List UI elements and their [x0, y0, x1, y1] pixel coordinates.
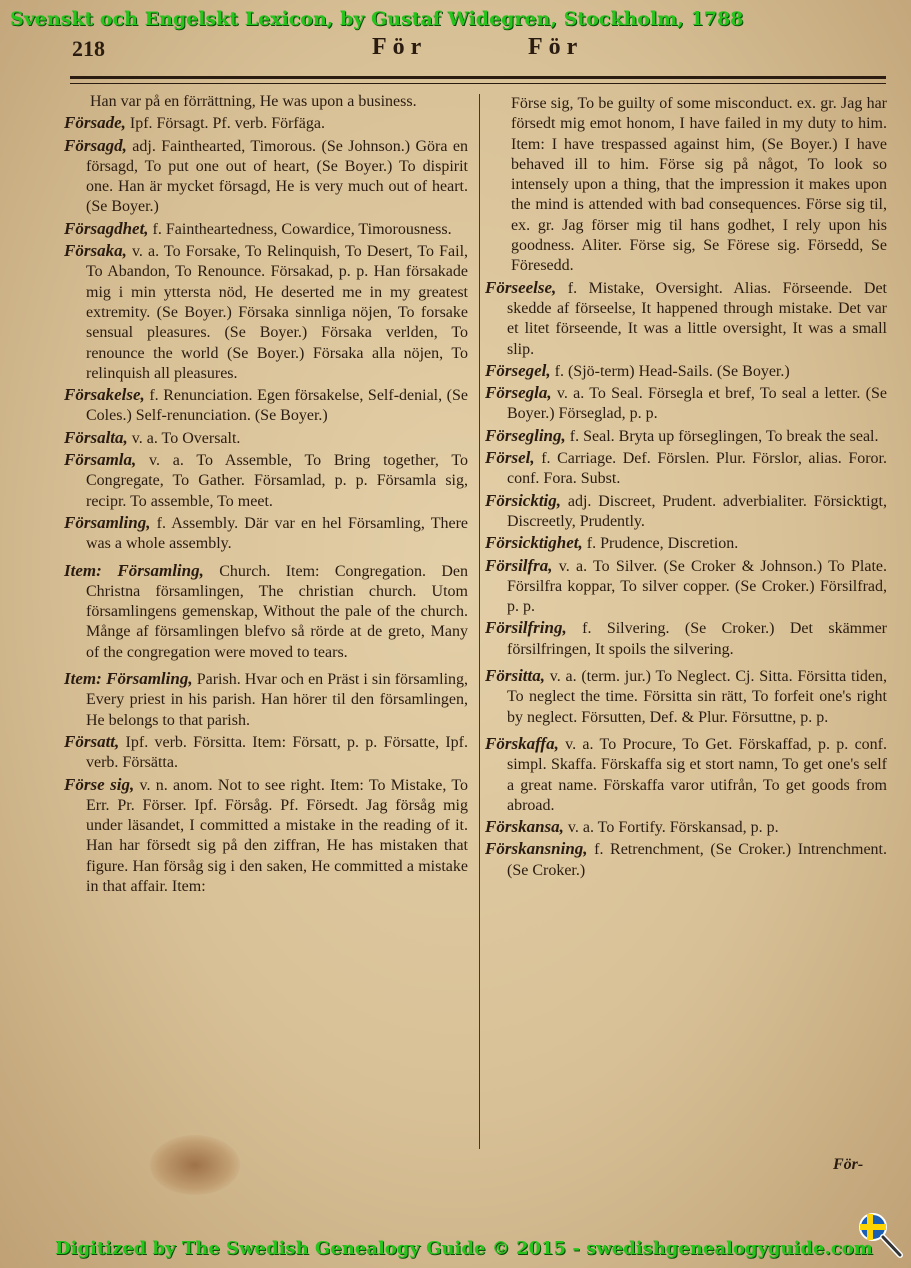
entry-headword: Förse sig, [64, 774, 135, 794]
dictionary-entry [64, 513, 468, 555]
dictionary-entry [64, 450, 468, 512]
header-rule [70, 76, 886, 79]
dictionary-entry [485, 734, 887, 816]
entry-definition: v. n. anom. Not to see right. Item: To Mistake, To Err. Pr. Förser. Ipf. Försåg. Pf. Försedt. Jag försåg mig under läsandet, I committed a mistake in the reading of it. Han har försedt sig på den ziffran, He has mistaken that figure. Han försåg sig i den saken, He committed a mistake in that affair. Item: [86, 776, 468, 895]
entry-definition: Church. Item: Congregation. Den Christna församlingen, The christian church. Utom församlingens gemenskap, Without the pale of the church. Månge af församlingen blefvo så rörde at de greto, Many of the congregation were moved to tears. [86, 562, 469, 661]
entry-headword: Förskansning, [485, 839, 588, 859]
entry-headword: Försalta, [64, 427, 128, 447]
entry-definition: Ipf. verb. Försitta. Item: Försatt, p. p. Försatte, Ipf. verb. Försätta. [86, 733, 469, 772]
dictionary-entry [64, 561, 468, 663]
entry-definition: f. Mistake, Oversight. Alias. Förseende. Det skedde af förseelse, It happened through mistake. Det var et litet förseende, It was a little oversight, It was a small slip. [507, 279, 887, 358]
entry-definition: v. a. To Oversalt. [131, 429, 241, 447]
dictionary-entry [64, 92, 468, 112]
entry-definition: f. Silvering. (Se Croker.) Det skämmer försilfringen, It spoils the silvering. [507, 620, 887, 658]
entry-definition: f. Carriage. Def. Förslen. Plur. Förslor, alias. Foror. conf. Fora. Subst. [507, 450, 888, 488]
entry-definition: v. a. (term. jur.) To Neglect. Cj. Sitta. Försitta tiden, To neglect the time. Försitta sin rätt, To forfeit one's right by neglect. Försutten, Def. & Plur. Försuttne, p. p. [507, 668, 887, 726]
right-column [485, 94, 887, 882]
entry-definition: adj. Discreet, Prudent. adverbialiter. Försicktigt, Discreetly, Prudently. [507, 492, 888, 530]
dictionary-entry [64, 428, 468, 449]
entry-headword: Församla, [64, 450, 137, 470]
entry-headword: Försagd, [64, 135, 127, 155]
header-rule-thin [70, 83, 886, 84]
dictionary-entry [485, 839, 887, 881]
dictionary-entry [485, 448, 887, 490]
entry-headword: Försagdhet, [64, 218, 149, 238]
dictionary-entry [485, 383, 887, 425]
entry-definition: v. a. To Forsake, To Relinquish, To Desert, To Fail, To Abandon, To Renounce. Försakad, p. p. Han försakade mig i min yttersta nöd, He deserted me in my greatest extremity. (Se Boyer.) Försaka sinnliga nöjen, To forsake sensual pleasures. (Se Boyer.) Försaka verlden, To renounce the world (Se Boyer.) Försaka alla nöjen, To relinquish all pleasures. [86, 243, 469, 382]
dictionary-entry [64, 732, 468, 774]
entry-definition: v. a. To Silver. (Se Croker & Johnson.) To Plate. Försilfra koppar, To silver copper. (Se Croker.) Försilfrad, p. p. [507, 557, 887, 616]
entry-headword: Förseelse, [485, 277, 557, 297]
entry-definition: f. Retrenchment, (Se Croker.) Intrenchment. (Se Croker.) [507, 841, 887, 879]
dictionary-entry [64, 241, 468, 384]
dictionary-entry [485, 556, 887, 618]
paper-stain [150, 1135, 240, 1195]
entry-headword: Försilfra, [485, 555, 553, 575]
dictionary-entry [485, 426, 887, 447]
dictionary-entry [485, 94, 887, 277]
dictionary-entry [64, 385, 468, 427]
entry-headword: Förskansa, [485, 817, 564, 837]
entry-headword: Försatt, [64, 731, 120, 751]
entry-definition: Parish. Hvar och en Präst i sin församling, Every priest in his parish. Han hörer til den församlingen, He belongs to that parish. [86, 671, 469, 729]
bottom-banner: Digitized by The Swedish Genealogy Guide © 2015 - swedishgenealogyguide.com [55, 1238, 873, 1259]
entry-definition: v. a. To Assemble, To Bring together, To Congregate, To Gather. Församlad, p. p. Församla sig, recipr. To assemble, To meet. [86, 452, 469, 510]
entry-headword: Item: Församling, [64, 669, 193, 689]
entry-definition: Förse sig, To be guilty of some misconduct. ex. gr. Jag har försedt mig emot honom, I have failed in my duty to him. Item: I have trespassed against him, (Se Boyer.) I have behaved ill to him. Förse sig på något, To look so intensely upon a thing, that the impression it makes upon the mind is attended with bad consequences. Förse sig til, ex. gr. Jag förser mig til hans godhet, I rely upon his goodness. Aliter. Förse sig, Se Förese sig. Försedd, Se Föresedd. [511, 95, 887, 275]
entry-headword: Försilfring, [485, 618, 567, 638]
entry-headword: Försicktighet, [485, 533, 583, 553]
entry-definition: f. Prudence, Discretion. [586, 535, 739, 553]
entry-definition: f. Faintheartedness, Cowardice, Timorousness. [152, 220, 452, 238]
page-number: 218 [72, 36, 105, 61]
entry-headword: Försaka, [64, 241, 127, 261]
dictionary-entry [485, 278, 887, 360]
entry-definition: f. (Sjö-term) Head-Sails. (Se Boyer.) [554, 362, 790, 380]
top-banner: Svenskt och Engelskt Lexicon, by Gustaf Widegren, Stockholm, 1788 [10, 8, 744, 30]
entry-headword: Item: Församling, [64, 560, 204, 580]
dictionary-entry [64, 775, 468, 898]
entry-headword: Församling, [64, 512, 151, 532]
dictionary-entry [485, 533, 887, 554]
entry-headword: Försel, [485, 448, 535, 468]
entry-headword: Försegling, [485, 425, 566, 445]
entry-headword: Förskaffa, [485, 733, 559, 753]
dictionary-entry [64, 669, 468, 731]
dictionary-entry [485, 817, 887, 838]
column-divider [479, 94, 480, 1149]
dictionary-entry [485, 666, 887, 728]
dictionary-entry [485, 618, 887, 660]
dictionary-entry [64, 219, 468, 240]
entry-headword: Försegla, [485, 383, 552, 403]
entry-definition: adj. Fainthearted, Timorous. (Se Johnson.) Göra en försagd, To put one out of heart, (Se Boyer.) To dispirit one. Han är mycket försagd, He is very much out of heart. (Se Boyer.) [86, 137, 469, 216]
entry-headword: Försakelse, [64, 385, 145, 405]
entry-definition: f. Assembly. Där var en hel Församling, There was a whole assembly. [86, 514, 469, 553]
dictionary-entry [485, 361, 887, 382]
dictionary-entry [485, 491, 887, 533]
entry-headword: Försitta, [485, 666, 545, 686]
entry-headword: Försegel, [485, 360, 551, 380]
entry-definition: Han var på en förrättning, He was upon a business. [90, 93, 417, 110]
entry-definition: v. a. To Seal. Försegla et bref, To seal a letter. (Se Boyer.) Förseglad, p. p. [507, 385, 887, 423]
entry-definition: v. a. To Fortify. Förskansad, p. p. [567, 819, 779, 837]
catchword: För- [833, 1156, 864, 1173]
entry-definition: v. a. To Procure, To Get. Förskaffad, p. p. conf. simpl. Skaffa. Förskaffa sig et stort namn, To get one's self a great name. Förskaffa varor utifrån, To get goods from abroad. [507, 735, 888, 814]
entry-headword: Försicktig, [485, 490, 562, 510]
entry-definition: f. Renunciation. Egen försakelse, Self-denial, (Se Coles.) Self-renunciation. (Se Boyer.) [86, 387, 468, 425]
entry-headword: Försade, [64, 113, 126, 133]
entry-definition: Ipf. Försagt. Pf. verb. Förfäga. [129, 115, 325, 133]
dictionary-entry [64, 113, 468, 134]
running-head-right: För [528, 34, 584, 60]
entry-definition: f. Seal. Bryta up förseglingen, To break the seal. [569, 427, 879, 445]
left-column [64, 92, 468, 898]
dictionary-entry [64, 136, 468, 218]
running-head-left: För [372, 34, 428, 60]
